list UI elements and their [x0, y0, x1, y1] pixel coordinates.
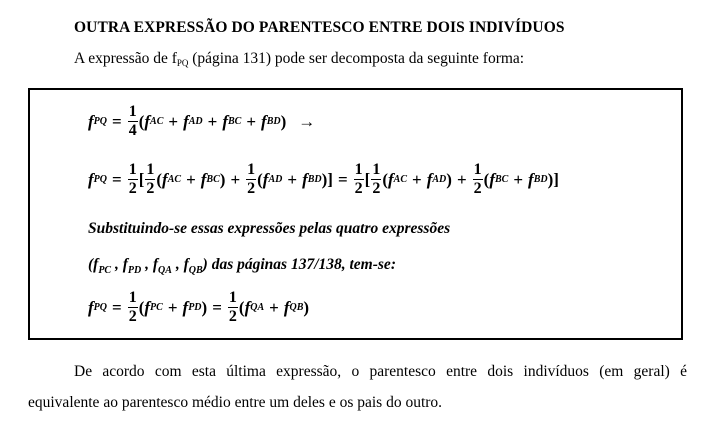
equation-1: f PQ = $\frac{1}{4}$ ( f AC + f AD + f BC + f BD ) → — [88, 103, 316, 139]
arrow-right-icon: → — [298, 111, 316, 131]
conclusion-paragraph: De acordo com esta última expressão, o parentesco entre dois indivíduos (em geral) é equivalente ao parentesco médio entre um deles e os pais do outro. — [28, 363, 687, 411]
formula-box — [28, 88, 683, 340]
equation-3: f PQ = $\frac{1}{2}$ ( f PC + f PD ) = $\frac{1}{2}$ ( f QA + f QB ) — [88, 289, 310, 325]
substitution-text: Substituindo-se essas expressões pelas quatro expressões — [88, 220, 451, 237]
section-heading: OUTRA EXPRESSÃO DO PARENTESCO ENTRE DOIS INDIVÍDUOS — [74, 19, 565, 36]
intro-sentence: A expressão de $f_{PQ}$ (página 131) pode ser decomposta da seguinte forma: — [74, 50, 525, 68]
substitution-list: ($f_{PC}$ , $f_{PD}$ , $f_{QA}$ , $f_{QB}$) das páginas 137/138, tem-se: — [88, 256, 396, 276]
equation-2: f PQ = $\frac{1}{2}$ [ $\frac{1}{2}$ ( f AC + f BC ) + $\frac{1}{2}$ ( f AD + f BD )] = $\frac{1}{2}$ [ $\frac{1}{2}$ ( f AC + f AD ) + $\frac{1}{2}$ ( f BC + f BD )] — [88, 161, 559, 197]
